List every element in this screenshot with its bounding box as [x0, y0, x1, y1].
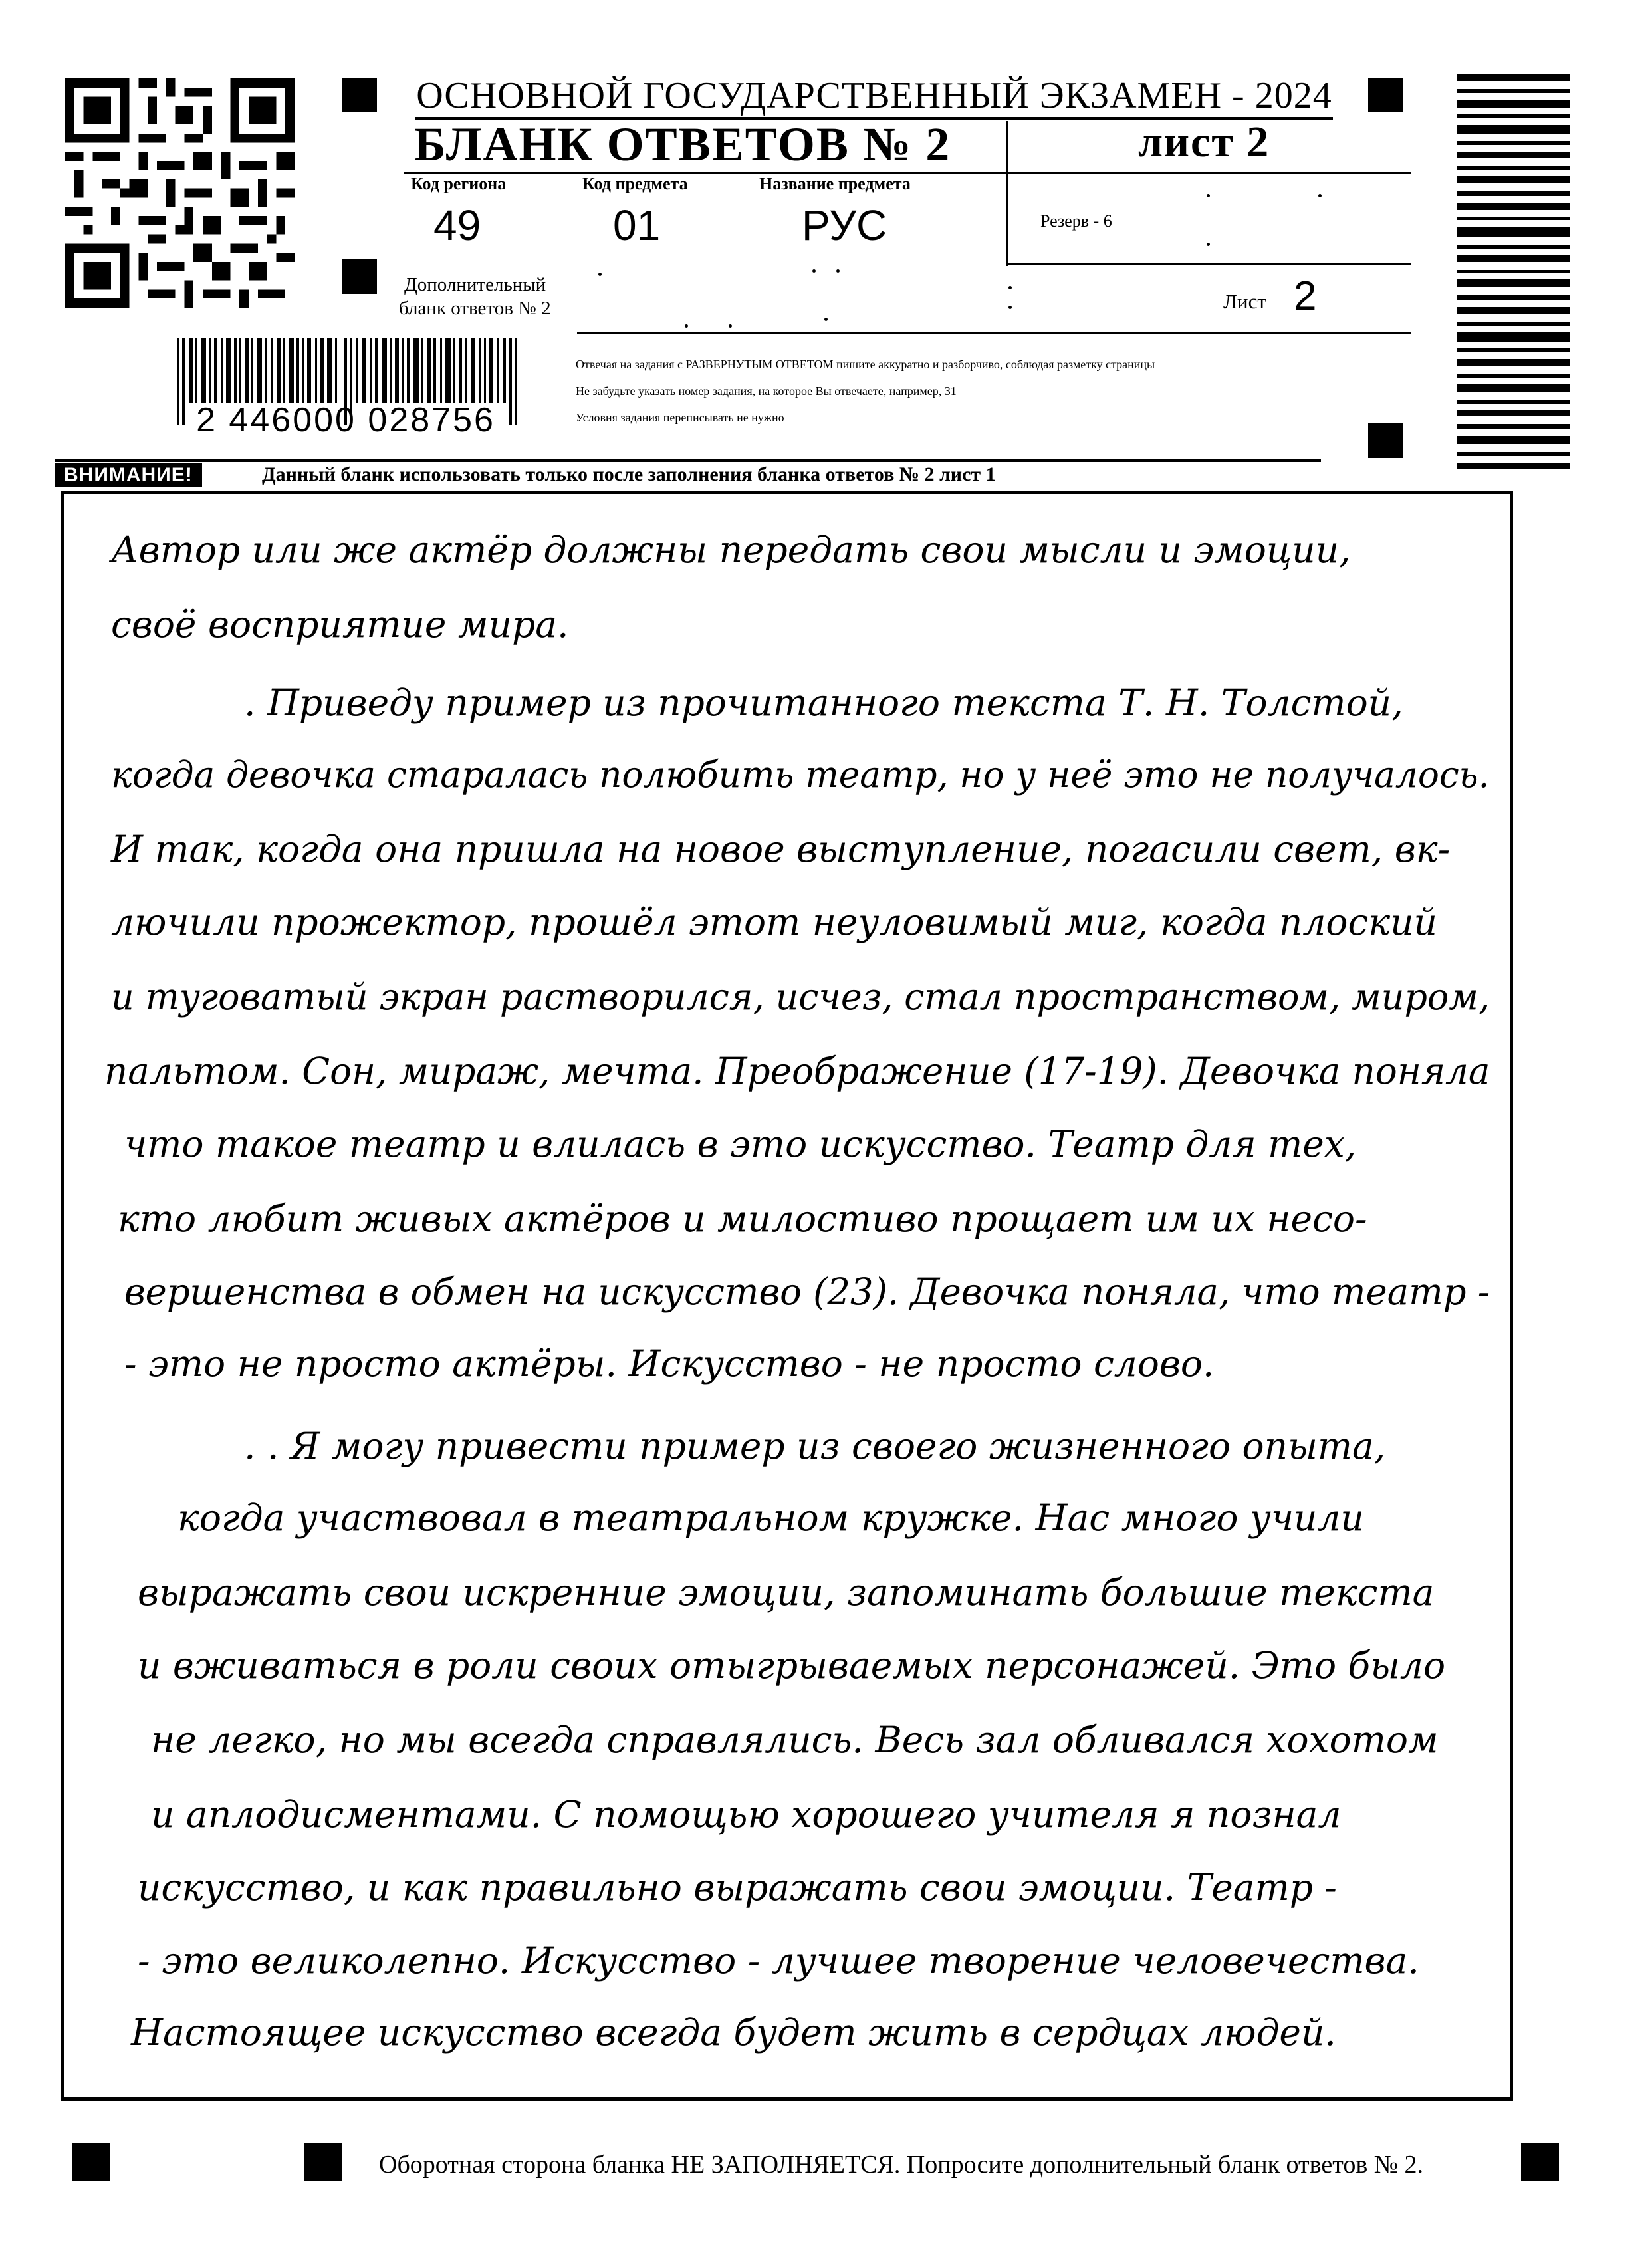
answer-box — [61, 491, 1513, 2101]
form-title: БЛАНК ОТВЕТОВ № 2 — [414, 118, 951, 171]
answer-line: когда девочка старалась полюбить театр, но у неё это не получалось. — [111, 753, 1490, 796]
registration-mark — [342, 78, 377, 112]
answer-line: И так, когда она пришла на новое выступление, погасили свет, вк- — [111, 828, 1451, 870]
registration-mark — [1368, 423, 1403, 458]
subject-name-value: РУС — [802, 201, 887, 249]
additional-label-1: Дополнительный — [404, 274, 546, 295]
answer-line: - это не просто актёры. Искусство - не просто слово. — [124, 1342, 1215, 1385]
dot-mark — [729, 324, 732, 328]
answer-line: . Приведу пример из прочитанного текста Т. Н. Толстой, — [244, 681, 1403, 724]
answer-line: выражать свои искренние эмоции, запоминать большие текста — [138, 1571, 1435, 1613]
header-rule — [577, 332, 1411, 334]
instructions — [576, 351, 1155, 431]
sheet-label: Лист — [1223, 290, 1266, 313]
stripe-barcode — [1457, 74, 1570, 473]
additional-label-2: бланк ответов № 2 — [399, 298, 551, 319]
dot-mark — [685, 324, 688, 328]
dot-mark — [1207, 194, 1210, 197]
dot-mark — [1207, 243, 1210, 246]
instruction-line: Условия задания переписывать не нужно — [576, 411, 784, 424]
region-label: Код региона — [411, 174, 507, 193]
qr-code — [59, 78, 301, 308]
answer-line: и туговатый экран растворился, исчез, стал пространством, миром, — [111, 975, 1490, 1018]
dot-mark — [1318, 194, 1322, 197]
reserve-label: Резерв - 6 — [1040, 211, 1112, 231]
answer-line: вершенства в обмен на искусство (23). Девочка поняла, что театр - — [124, 1270, 1490, 1313]
header-rule — [55, 459, 1321, 462]
answer-line: и вживаться в роли своих отыгрываемых персонажей. Это было — [138, 1644, 1446, 1687]
header-rule — [1006, 263, 1411, 265]
answer-line: - это великолепно. Искусство - лучшее творение человечества. — [138, 1939, 1419, 1982]
subject-code-value: 01 — [613, 201, 661, 249]
dot-mark — [598, 273, 602, 276]
registration-mark — [1521, 2143, 1559, 2181]
registration-mark — [304, 2143, 342, 2181]
registration-mark — [342, 259, 377, 294]
answer-line: и аплодисментами. С помощью хорошего учителя я познал — [151, 1793, 1342, 1836]
region-value: 49 — [433, 201, 481, 249]
dot-mark — [1008, 306, 1012, 309]
registration-mark — [72, 2143, 110, 2181]
sheet-value: 2 — [1294, 273, 1317, 319]
sheet-title: лист 2 — [1138, 118, 1270, 166]
header-rule — [404, 172, 1411, 174]
answer-line: Настоящее искусство всегда будет жить в сердцах людей. — [131, 2011, 1336, 2054]
answer-line: лючили прожектор, прошёл этот неуловимый миг, когда плоский — [111, 901, 1437, 943]
dot-mark — [812, 269, 816, 273]
answer-line: пальтом. Сон, мираж, мечта. Преображение (17-19). Девочка поняла — [104, 1050, 1490, 1092]
answer-line: . . Я могу привести пример из своего жизненного опыта, — [244, 1425, 1386, 1467]
warning-text: Данный бланк использовать только после заполнения бланка ответов № 2 лист 1 — [262, 463, 996, 485]
registration-mark — [1368, 78, 1403, 112]
answer-line: что такое театр и влилась в это искусство. Театр для тех, — [124, 1123, 1357, 1165]
footer-text: Оборотная сторона бланка НЕ ЗАПОЛНЯЕТСЯ. Попросите дополнительный бланк ответов № 2. — [379, 2151, 1424, 2179]
answer-line: когда участвовал в театральном кружке. Нас много учили — [177, 1496, 1364, 1539]
answer-line: искусство, и как правильно выражать свои эмоции. Театр - — [138, 1866, 1338, 1909]
dot-mark — [836, 269, 840, 273]
instruction-line: Не забудьте указать номер задания, на которое Вы отвечаете, например, 31 — [576, 384, 957, 398]
barcode-number: 2 446000 028756 — [196, 401, 495, 439]
instruction-line: Отвечая на задания с РАЗВЕРНУТЫМ ОТВЕТОМ пишите аккуратно и разборчиво, соблюдая разметку страницы — [576, 358, 1155, 371]
header-vline — [1006, 121, 1008, 266]
subject-name-label: Название предмета — [759, 174, 911, 193]
warning-badge: ВНИМАНИЕ! — [55, 463, 202, 487]
answer-line: своё восприятие мира. — [111, 603, 569, 646]
subject-code-label: Код предмета — [582, 174, 688, 193]
answer-line: не легко, но мы всегда справлялись. Весь зал обливался хохотом — [151, 1719, 1439, 1761]
exam-title: ОСНОВНОЙ ГОСУДАРСТВЕННЫЙ ЭКЗАМЕН - 2024 — [416, 75, 1332, 116]
dot-mark — [824, 318, 828, 321]
answer-line: кто любит живых актёров и милостиво прощает им их несо- — [118, 1197, 1367, 1240]
answer-line: Автор или же актёр должны передать свои мысли и эмоции, — [111, 529, 1351, 571]
dot-mark — [1008, 286, 1012, 289]
